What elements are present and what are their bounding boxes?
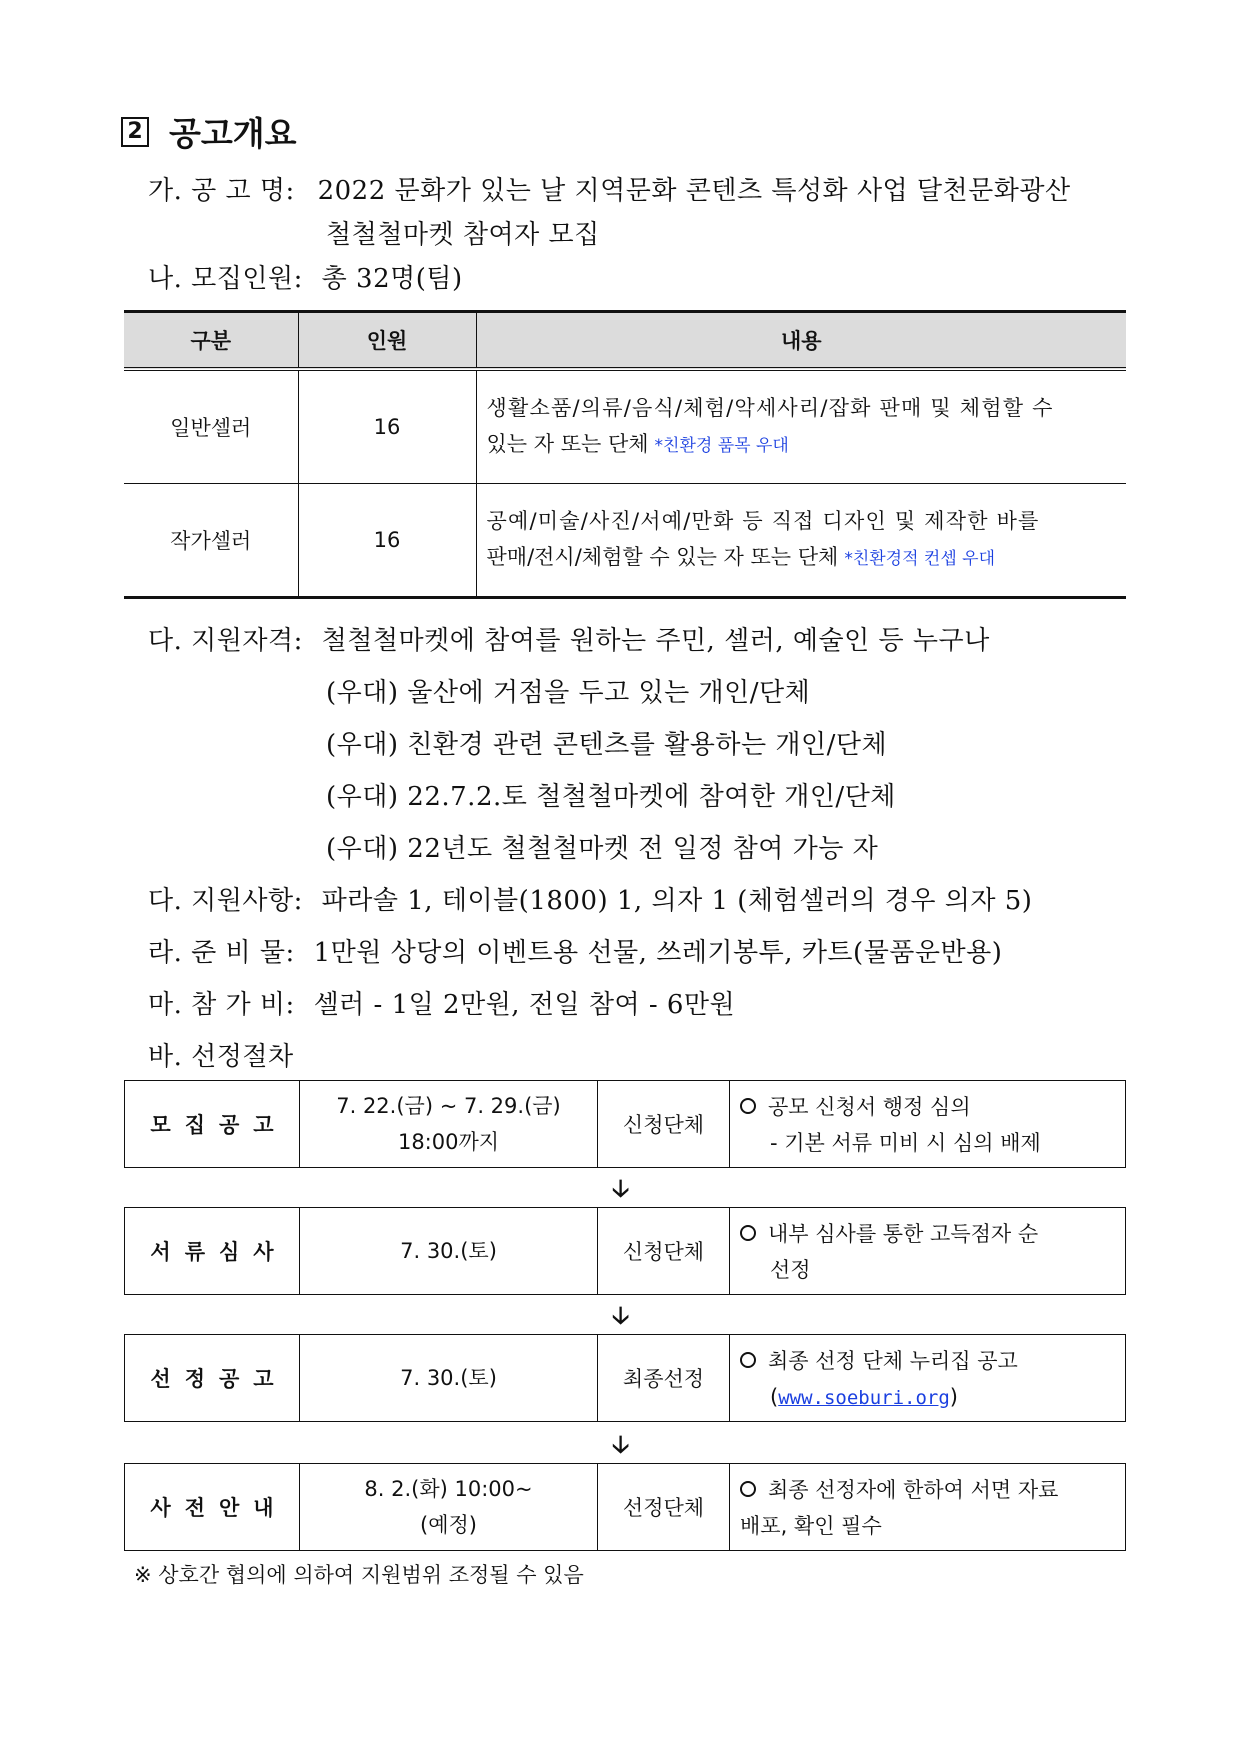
step-date — [299, 1208, 597, 1294]
row-content — [476, 484, 1126, 598]
step-who: 최종선정 — [597, 1335, 729, 1421]
item-da2-value: 파라솔 1, 테이블(1800) 1, 의자 1 (체험셀러의 경우 의자 5) — [321, 886, 1033, 916]
section-number-box: 2 — [121, 117, 149, 147]
process-step-review — [124, 1207, 1126, 1295]
step-stage: 서류심사 — [150, 1240, 288, 1264]
item-da-pref: (우대) 22년도 철철철마켓 전 일정 참여 가능 자 — [326, 834, 879, 864]
row-count: 16 — [298, 484, 476, 598]
header-content: 내용 — [476, 312, 1126, 370]
section-title: 공고개요 — [169, 114, 297, 153]
table-header-row — [124, 312, 1126, 370]
circle-bullet-icon — [740, 1481, 756, 1497]
step-date — [299, 1081, 597, 1167]
row-type: 일반셀러 — [124, 369, 298, 484]
header-count: 인원 — [298, 312, 476, 370]
item-da-pref: (우대) 울산에 거점을 두고 있는 개인/단체 — [326, 678, 811, 708]
item-da-value: 철철철마켓에 참여를 원하는 주민, 셀러, 예술인 등 누구나 — [321, 626, 990, 656]
row-content-line: 공예/미술/사진/서예/만화 등 직접 디자인 및 제작한 바를 — [486, 509, 1040, 533]
step-desc — [729, 1208, 1125, 1294]
circle-bullet-icon — [740, 1225, 756, 1241]
step-date-line: 8. 2.(화) 10:00~ — [364, 1477, 533, 1501]
item-da-label: 다. 지원자격: — [148, 626, 303, 656]
step-date-line: 7. 30.(토) — [400, 1239, 497, 1263]
step-desc — [729, 1335, 1125, 1421]
step-date-line: (예정) — [420, 1513, 477, 1537]
step-desc-line: 최종 선정자에 한하여 서면 자료 — [768, 1478, 1059, 1502]
step-date — [299, 1464, 597, 1550]
row-content-line — [487, 539, 1117, 577]
step-stage: 선정공고 — [150, 1367, 288, 1391]
table-row — [124, 369, 1126, 484]
row-content-line — [487, 426, 1117, 464]
item-da2 — [148, 880, 1032, 917]
row-content-text: 판매/전시/체험할 수 있는 자 또는 단체 — [486, 545, 839, 569]
step-who: 신청단체 — [597, 1208, 729, 1294]
step-desc-line: 배포, 확인 필수 — [740, 1514, 882, 1538]
step-desc-line: 선정 — [770, 1258, 811, 1282]
item-na — [148, 258, 463, 295]
footnote: ※ 상호간 협의에 의하여 지원범위 조정될 수 있음 — [134, 1563, 584, 1587]
item-ga-label: 가. 공 고 명: — [148, 176, 295, 206]
table-row — [124, 484, 1126, 598]
item-ga-value: 2022 문화가 있는 날 지역문화 콘텐츠 특성화 사업 달천문화광산 — [317, 176, 1071, 206]
row-type: 작가셀러 — [124, 484, 298, 598]
recruit-table — [124, 310, 1126, 599]
step-date — [299, 1335, 597, 1421]
item-ba-label: 바. 선정절차 — [148, 1042, 294, 1072]
step-desc — [729, 1081, 1125, 1167]
header-category: 구분 — [124, 312, 298, 370]
item-ra — [148, 932, 1002, 969]
step-desc-line: 최종 선정 단체 누리집 공고 — [768, 1349, 1018, 1373]
step-stage: 사전안내 — [150, 1496, 288, 1520]
row-content — [476, 369, 1126, 484]
step-desc — [729, 1464, 1125, 1550]
step-date-line: 7. 22.(금) ~ 7. 29.(금) — [336, 1094, 561, 1118]
circle-bullet-icon — [740, 1098, 756, 1114]
circle-bullet-icon — [740, 1352, 756, 1368]
row-note: *친환경적 컨셉 우대 — [844, 549, 996, 569]
item-ga — [148, 170, 1071, 207]
row-count: 16 — [298, 369, 476, 484]
step-stage: 모집공고 — [150, 1113, 288, 1137]
item-ra-label: 라. 준 비 물: — [148, 938, 295, 968]
paren-open: ( — [770, 1385, 779, 1409]
step-desc-line: 공모 신청서 행정 심의 — [768, 1095, 971, 1119]
item-na-value: 총 32명(팀) — [321, 264, 463, 294]
row-content-line: 생활소품/의류/음식/체험/악세사리/잡화 판매 및 체험할 수 — [486, 396, 1054, 420]
down-arrow-icon: 🡣 — [612, 1430, 630, 1458]
step-who: 신청단체 — [597, 1081, 729, 1167]
item-na-label: 나. 모집인원: — [148, 264, 303, 294]
step-desc-line: 내부 심사를 통한 고득점자 순 — [768, 1222, 1039, 1246]
item-ma-value: 셀러 - 1일 2만원, 전일 참여 - 6만원 — [313, 990, 736, 1020]
item-da2-label: 다. 지원사항: — [148, 886, 303, 916]
item-da-pref: (우대) 22.7.2.토 철철철마켓에 참여한 개인/단체 — [326, 782, 896, 812]
down-arrow-icon: 🡣 — [612, 1301, 630, 1329]
item-ma — [148, 984, 735, 1021]
step-who: 선정단체 — [597, 1464, 729, 1550]
item-ma-label: 마. 참 가 비: — [148, 990, 295, 1020]
item-ga-value-cont: 철철철마켓 참여자 모집 — [326, 220, 600, 250]
step-date-line: 18:00까지 — [397, 1130, 500, 1154]
item-da — [148, 620, 990, 657]
step-desc-line: - 기본 서류 미비 시 심의 배제 — [770, 1131, 1041, 1155]
step-desc-line — [740, 1379, 958, 1416]
item-ra-value: 1만원 상당의 이벤트용 선물, 쓰레기봉투, 카트(물품운반용) — [313, 938, 1003, 968]
section-heading — [121, 108, 297, 155]
process-step-announce — [124, 1334, 1126, 1422]
row-note: *친환경 품목 우대 — [654, 436, 789, 456]
website-link[interactable]: www.soeburi.org — [778, 1387, 950, 1409]
down-arrow-icon: 🡣 — [612, 1174, 630, 1202]
item-da-pref: (우대) 친환경 관련 콘텐츠를 활용하는 개인/단체 — [326, 730, 888, 760]
process-step-recruit — [124, 1080, 1126, 1168]
paren-close: ) — [949, 1385, 958, 1409]
process-step-guide — [124, 1463, 1126, 1551]
step-date-line: 7. 30.(토) — [400, 1366, 497, 1390]
row-content-text: 있는 자 또는 단체 — [486, 432, 649, 456]
